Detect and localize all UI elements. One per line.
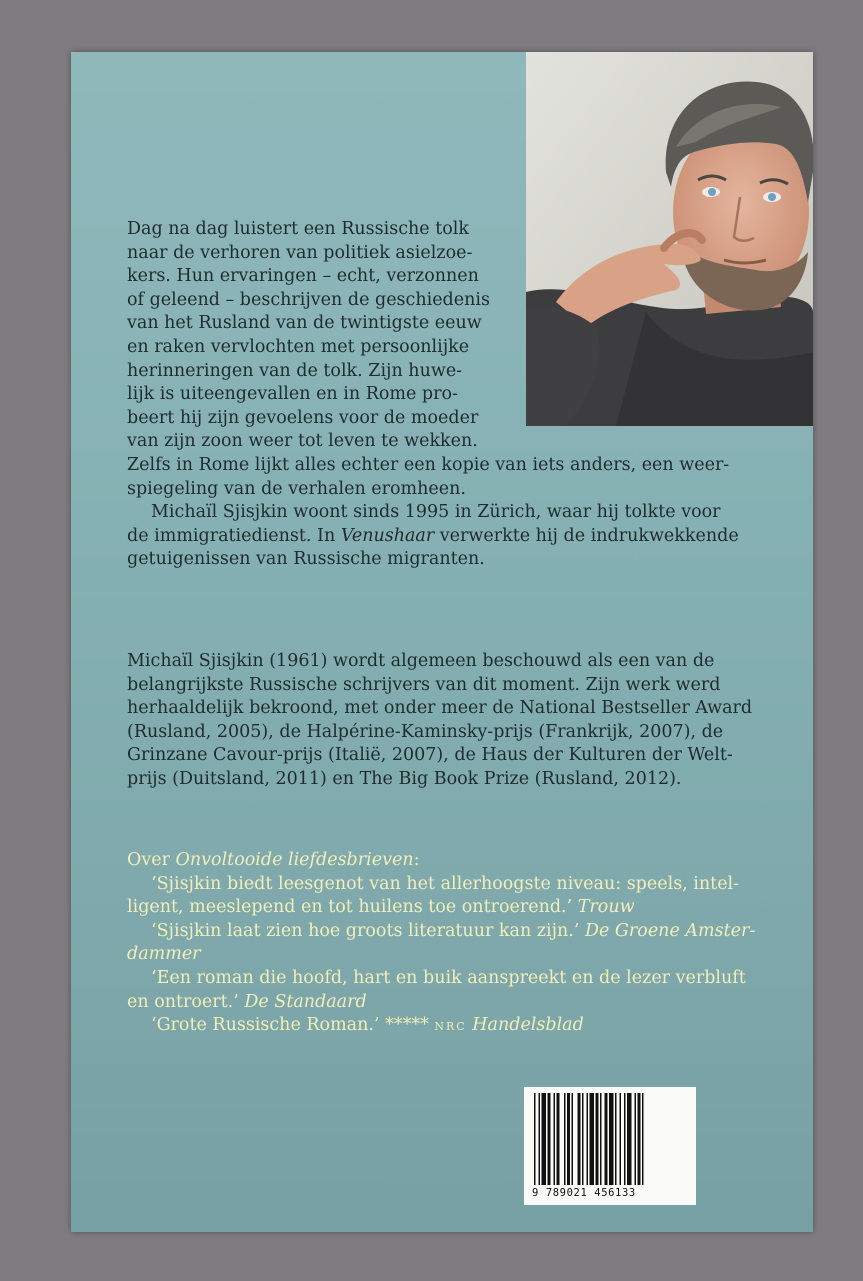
press-quotes: [127, 849, 767, 1039]
barcode-bar: [557, 1093, 560, 1185]
book-title-venushaar: Venushaar: [340, 525, 435, 546]
blurb-line: naar de verhoren van politiek asielzoe-: [127, 242, 473, 263]
barcode-bar: [605, 1093, 608, 1185]
quote-groene-amsterdammer: [127, 920, 767, 967]
blurb-line: Michaïl Sjisjkin woont sinds 1995 in Zürich, waar hij tolkte voor: [151, 502, 721, 523]
blurb-line: herinneringen van de tolk. Zijn huwe-: [127, 360, 463, 381]
barcode-bar: [572, 1093, 574, 1185]
barcode-bar: [620, 1093, 622, 1185]
quote-source: De Groene Amster-: [584, 920, 756, 941]
isbn-number: 9 789021 456133: [532, 1187, 636, 1199]
author-bio: [127, 650, 767, 792]
quotes-heading-suffix: :: [413, 850, 420, 870]
barcode-bar: [548, 1093, 551, 1185]
blurb-line: kers. Hun ervaringen – echt, verzonnen: [127, 266, 479, 287]
quotes-heading-title: Onvoltooide liefdesbrieven: [175, 850, 414, 870]
quote-text: en ontroert.’: [127, 991, 245, 1012]
quote-text: ‘Sjisjkin laat zien hoe groots literatuur kan zijn.’: [151, 920, 585, 941]
blurb-paragraph-2: [127, 501, 767, 572]
barcode-bar: [542, 1093, 547, 1185]
quote-nrc: [127, 1014, 767, 1039]
quotes-heading: [127, 849, 767, 873]
blurb-line: van zijn zoon weer tot leven te wekken.: [127, 431, 478, 452]
blurb-line: verwerkte hij de indrukwekkende: [434, 525, 739, 546]
quote-text: ‘Grote Russische Roman.’ *****: [151, 1015, 435, 1036]
barcode-bar: [564, 1093, 566, 1185]
bio-line: Grinzane Cavour-prijs (Italië, 2007), de Haus der Kulturen der Welt-: [127, 745, 733, 766]
blurb-line: beert hij zijn gevoelens voor de moeder: [127, 407, 479, 428]
bio-line: (Rusland, 2005), de Halpérine-Kaminsky-prijs (Frankrijk, 2007), de: [127, 721, 724, 742]
barcode-bar: [554, 1093, 556, 1185]
blurb-paragraph-1: [127, 218, 767, 501]
book-back-cover: [71, 52, 813, 1232]
bio-line: belangrijkste Russische schrijvers van dit moment. Zijn werk werd: [127, 674, 721, 695]
quote-source: De Standaard: [244, 991, 367, 1012]
book-blurb: [127, 218, 767, 572]
quotes-heading-prefix: Over: [127, 850, 176, 870]
barcode-bar: [587, 1093, 589, 1185]
isbn-barcode: [524, 1087, 696, 1205]
barcode-bar: [596, 1093, 599, 1185]
quote-text: ‘Sjisjkin biedt leesgenot van het allerhoogste niveau: speels, intel-: [151, 873, 740, 894]
barcode-bar: [638, 1093, 641, 1185]
quote-source: Handelsblad: [466, 1015, 584, 1036]
bio-paragraph: [127, 650, 767, 792]
bio-line: prijs (Duitsland, 2011) en The Big Book Prize (Rusland, 2012).: [127, 768, 682, 789]
quote-source: Trouw: [577, 897, 635, 918]
quote-standaard: [127, 967, 767, 1014]
quote-trouw: [127, 873, 767, 920]
blurb-line: Dag na dag luistert een Russische tolk: [127, 219, 469, 239]
bio-line: Michaïl Sjisjkin (1961) wordt algemeen beschouwd als een van de: [127, 651, 715, 671]
barcode-bar: [578, 1093, 581, 1185]
blurb-line: de immigratiedienst. In: [127, 525, 341, 546]
blurb-line: van het Rusland van de twintigste eeuw: [127, 313, 482, 334]
quote-text: ligent, meeslepend en tot huilens toe ontroerend.’: [127, 897, 578, 918]
barcode-bar: [600, 1093, 602, 1185]
blurb-line: lijk is uiteengevallen en in Rome pro-: [127, 384, 458, 405]
blurb-line: of geleend – beschrijven de geschiedenis: [127, 289, 490, 310]
quote-text: ‘Een roman die hoofd, hart en buik aanspreekt en de lezer verbluft: [151, 967, 746, 988]
barcode-bars: [532, 1093, 688, 1185]
blurb-line: spiegeling van de verhalen eromheen.: [127, 478, 466, 499]
barcode-bar: [624, 1093, 626, 1185]
barcode-bar: [534, 1093, 536, 1185]
blurb-line: Zelfs in Rome lijkt alles echter een kopie van iets anders, een weer-: [127, 454, 730, 475]
bio-line: herhaaldelijk bekroond, met onder meer de National Bestseller Award: [127, 698, 753, 719]
barcode-bar: [539, 1093, 541, 1185]
barcode-bar: [582, 1093, 584, 1185]
barcode-bar: [627, 1093, 632, 1185]
blurb-line: en raken vervlochten met persoonlijke: [127, 336, 470, 357]
quote-source-nrc: NRC: [434, 1020, 467, 1034]
barcode-bar: [590, 1093, 595, 1185]
barcode-bar: [635, 1093, 637, 1185]
barcode-bar: [567, 1093, 570, 1185]
barcode-bar: [609, 1093, 614, 1185]
barcode-bar: [615, 1093, 617, 1185]
blurb-line: getuigenissen van Russische migranten.: [127, 549, 485, 570]
barcode-bar: [642, 1093, 644, 1185]
quote-source: dammer: [127, 944, 201, 965]
